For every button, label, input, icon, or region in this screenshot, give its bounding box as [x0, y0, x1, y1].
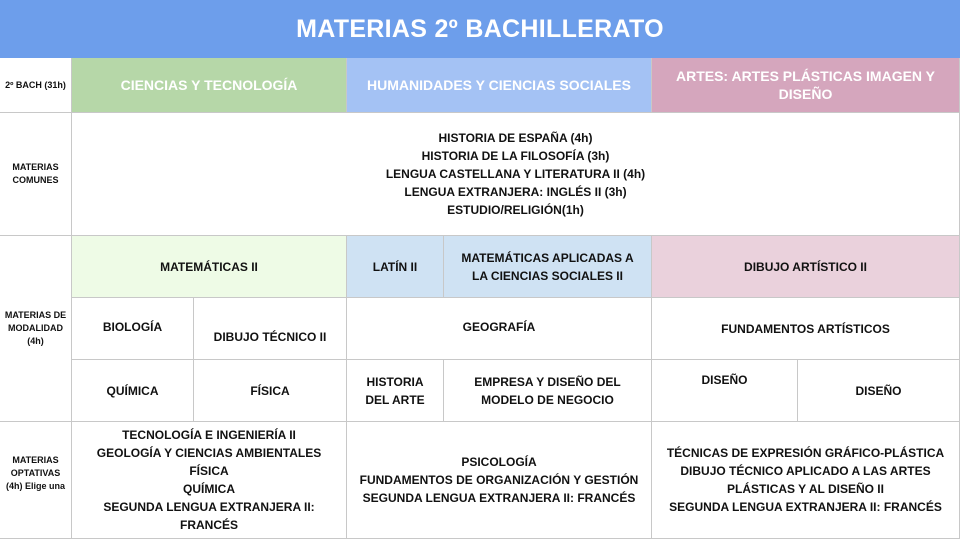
optional-subject: TECNOLOGÍA E INGENIERÍA II [122, 428, 296, 442]
subject-dibujo-artistico-ii: DIBUJO ARTÍSTICO II [652, 236, 960, 298]
subject-empresa: EMPRESA Y DISEÑO DEL MODELO DE NEGOCIO [444, 360, 652, 422]
subject-quimica: QUÍMICA [72, 360, 194, 422]
subject-latin-ii: LATÍN II [347, 236, 444, 298]
subject-biologia: BIOLOGÍA [72, 298, 194, 360]
group-header-humanidades: HUMANIDADES Y CIENCIAS SOCIALES [347, 58, 652, 113]
group-header-ciencias: CIENCIAS Y TECNOLOGÍA [72, 58, 347, 113]
row-head-bach: 2º BACH (31h) [0, 58, 72, 113]
subject-fundamentos-artisticos: FUNDAMENTOS ARTÍSTICOS [652, 298, 960, 360]
optional-subject: TÉCNICAS DE EXPRESIÓN GRÁFICO-PLÁSTICA [666, 446, 945, 460]
optional-subject: SEGUNDA LENGUA EXTRANJERA II: FRANCÉS [103, 500, 315, 532]
optional-subject: SEGUNDA LENGUA EXTRANJERA II: FRANCÉS [362, 491, 636, 505]
subject-diseno: DISEÑO [798, 360, 960, 422]
optional-subject: FÍSICA [189, 464, 229, 478]
subject-geografia: GEOGRAFÍA [347, 298, 652, 360]
row-head-modalidad: MATERIAS DE MODALIDAD (4h) [0, 236, 72, 422]
subject-fisica: FÍSICA [194, 360, 347, 422]
subject-matematicas-ii: MATEMÁTICAS II [72, 236, 347, 298]
row-head-comunes: MATERIAS COMUNES [0, 113, 72, 236]
subject-matematicas-aplicadas: MATEMÁTICAS APLICADAS A LA CIENCIAS SOCIALES II [444, 236, 652, 298]
common-subject: HISTORIA DE ESPAÑA (4h) [438, 131, 593, 145]
common-subject: LENGUA EXTRANJERA: INGLÉS II (3h) [404, 185, 627, 199]
page-title: MATERIAS 2º BACHILLERATO [0, 0, 960, 58]
subjects-table [0, 58, 960, 540]
common-subjects-list [72, 113, 960, 236]
optional-subject: FUNDAMENTOS DE ORGANIZACIÓN Y GESTIÓN [359, 473, 639, 487]
common-subject: LENGUA CASTELLANA Y LITERATURA II (4h) [385, 167, 646, 181]
optional-subject: QUÍMICA [183, 482, 235, 496]
row-head-optativas: MATERIAS OPTATIVAS (4h) Elige una [0, 422, 72, 539]
optional-subjects-humanidades [347, 422, 652, 539]
common-subject: HISTORIA DE LA FILOSOFÍA (3h) [421, 149, 610, 163]
optional-subject: SEGUNDA LENGUA EXTRANJERA II: FRANCÉS [669, 500, 942, 514]
optional-subject: GEOLOGÍA Y CIENCIAS AMBIENTALES [96, 446, 322, 460]
subject-dibujo-tecnico-ii: DIBUJO TÉCNICO II [194, 298, 347, 360]
optional-subjects-artes [652, 422, 960, 539]
optional-subject: PSICOLOGÍA [461, 455, 537, 469]
optional-subjects-ciencias [72, 422, 347, 539]
optional-subject: DIBUJO TÉCNICO APLICADO A LAS ARTES PLÁSTICAS Y AL DISEÑO II [680, 464, 931, 496]
subject-historia-arte: HISTORIA DEL ARTE [347, 360, 444, 422]
group-header-artes: ARTES: ARTES PLÁSTICAS IMAGEN Y DISEÑO [652, 58, 960, 113]
common-subject: ESTUDIO/RELIGIÓN(1h) [447, 203, 584, 217]
subject-diseno: DISEÑO [652, 360, 798, 422]
